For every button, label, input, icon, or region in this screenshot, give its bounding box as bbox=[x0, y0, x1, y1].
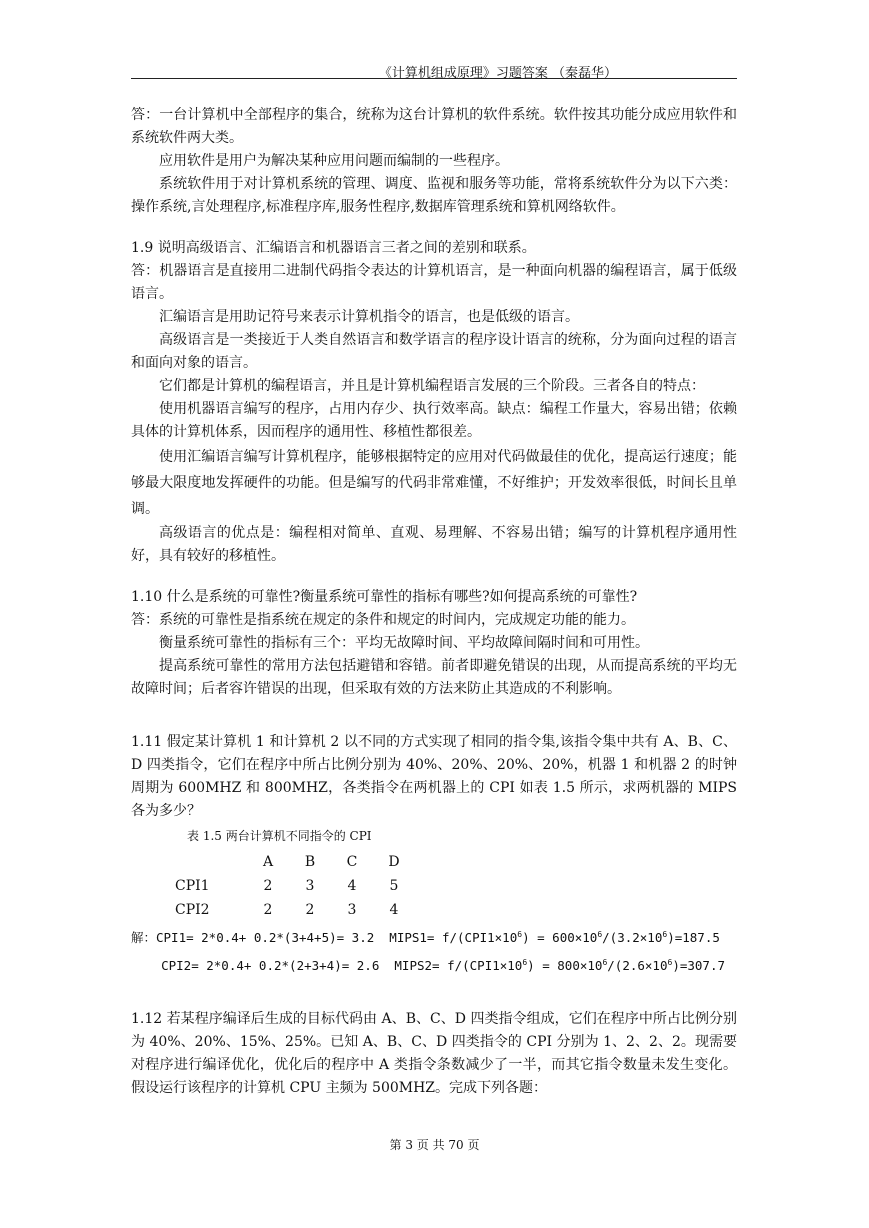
question-heading: 1.11 假定某计算机 1 和计算机 2 以不同的方式实现了相同的指令集,该指令集中共有 A、B、C、D 四类指令，它们在程序中所占比例分别为 40%、20%、20%、20%，机器 1 和机器 2 的时钟周期为 600MHZ 和 800MHZ，各类指令在两机器上的 CPI 如表 1.5 所示，求两机器的 MIPS 各为多少？ bbox=[131, 734, 737, 819]
table-cell: 4 bbox=[389, 901, 399, 918]
table-header-row bbox=[175, 850, 415, 874]
paragraph: 衡量系统可靠性的指标有三个：平均无故障时间、平均故障间隔时间和可用性。 bbox=[159, 635, 649, 651]
question-heading: 1.12 若某程序编译后生成的目标代码由 A、B、C、D 四类指令组成，它们在程序中所占比例分别为 40%、20%、15%、25%。已知 A、B、C、D 四类指令的 CPI 分别为 1、2、2、2。现需要对程序进行编译优化，优化后的程序中 A 类指令条数减少了一半，而其它指令数量未发生变化。假设运行该程序的计算机 CPU 主频为 500MHZ。完成下列各题： bbox=[131, 1011, 737, 1097]
paragraph: 答：系统的可靠性是指系统在规定的条件和规定的时间内，完成规定功能的能力。 bbox=[131, 612, 635, 628]
page-content bbox=[131, 104, 737, 1100]
paragraph: 高级语言的优点是：编程相对简单、直观、易理解、不容易出错；编写的计算机程序通用性好，具有较好的移植性。 bbox=[131, 525, 737, 564]
table-cell: 2 bbox=[263, 877, 273, 894]
table-cell: 3 bbox=[305, 877, 315, 894]
paragraph: 答：机器语言是直接用二进制代码指令表达的计算机语言，是一种面向机器的编程语言，属于低级语言。 bbox=[131, 263, 737, 302]
table-header-cell bbox=[175, 850, 247, 874]
question-heading: 1.9 说明高级语言、汇编语言和机器语言三者之间的差别和联系。 bbox=[131, 240, 536, 256]
paragraph: 提高系统可靠性的常用方法包括避错和容错。前者即避免错误的出现，从而提高系统的平均无故障时间；后者容许错误的出现，但采取有效的方法来防止其造成的不利影响。 bbox=[131, 658, 737, 697]
table-cell: 2 bbox=[305, 901, 315, 918]
paragraph: 系统软件用于对计算机系统的管理、调度、监视和服务等功能，常将系统软件分为以下六类：操作系统,言处理程序,标准程序库,服务性程序,数据库管理系统和算机网络软件。 bbox=[131, 176, 737, 215]
paragraph: 它们都是计算机的编程语言，并且是计算机编程语言发展的三个阶段。三者各自的特点： bbox=[159, 378, 705, 394]
table-cell: 2 bbox=[263, 901, 273, 918]
page-header: 《计算机组成原理》习题答案 （秦磊华） bbox=[378, 66, 617, 81]
paragraph: 答：一台计算机中全部程序的集合，统称为这台计算机的软件系统。软件按其功能分成应用软件和系统软件两大类。 bbox=[131, 107, 737, 146]
table-row bbox=[175, 898, 415, 922]
table-header-cell: D bbox=[388, 853, 400, 870]
table-caption: 表 1.5 两台计算机不同指令的 CPI bbox=[187, 829, 372, 843]
spacer bbox=[131, 701, 737, 731]
table-header-cell: B bbox=[304, 853, 316, 870]
spacer bbox=[131, 978, 737, 1008]
paragraph: 使用机器语言编写的程序，占用内存少、执行效率高。缺点：编程工作量大，容易出错；依赖具体的计算机体系，因而程序的通用性、移植性都很差。 bbox=[131, 401, 737, 440]
table-cell: 4 bbox=[347, 877, 357, 894]
table-cell: 5 bbox=[389, 877, 399, 894]
page-footer: 第 3 页 共 70 页 bbox=[389, 1138, 480, 1152]
table-row bbox=[175, 874, 415, 898]
question-heading: 1.10 什么是系统的可靠性?衡量系统可靠性的指标有哪些?如何提高系统的可靠性? bbox=[131, 589, 638, 605]
header-divider bbox=[131, 78, 737, 79]
table-header-cell: C bbox=[346, 853, 358, 870]
spacer bbox=[131, 568, 737, 586]
paragraph: 使用汇编语言编写计算机程序，能够根据特定的应用对代码做最佳的优化，提高运行速度；能够最大限度地发挥硬件的功能。但是编写的代码非常难懂，不好维护；开发效率很低，时间长且单调。 bbox=[131, 449, 737, 517]
table-row-label: CPI2 bbox=[175, 901, 210, 918]
solution-line-2: CPI2= 2*0.4+ 0.2*(2+3+4)= 2.6 MIPS2= $f/(CPI1\times 10^6) = 800\times 10^6/(2.6\times 10^6)=307.7$ bbox=[131, 958, 725, 974]
paragraph: 高级语言是一类接近于人类自然语言和数学语言的程序设计语言的统称，分为面向过程的语言和面向对象的语言。 bbox=[131, 332, 737, 371]
solution-line-1: 解：CPI1= 2*0.4+ 0.2*(3+4+5)= 3.2 MIPS1= $f/(CPI1\times 10^6) = 600\times 10^6/(3.2\times 10^6)=187.5$ bbox=[131, 930, 720, 946]
paragraph: 汇编语言是用助记符号来表示计算机指令的语言，也是低级的语言。 bbox=[159, 309, 579, 325]
table-row-label: CPI1 bbox=[175, 877, 210, 894]
table-cell: 3 bbox=[347, 901, 357, 918]
paragraph: 应用软件是用户为解决某种应用问题而编制的一些程序。 bbox=[159, 153, 509, 169]
cpi-table bbox=[175, 850, 415, 922]
table-header-cell: A bbox=[262, 853, 274, 870]
spacer bbox=[131, 219, 737, 237]
